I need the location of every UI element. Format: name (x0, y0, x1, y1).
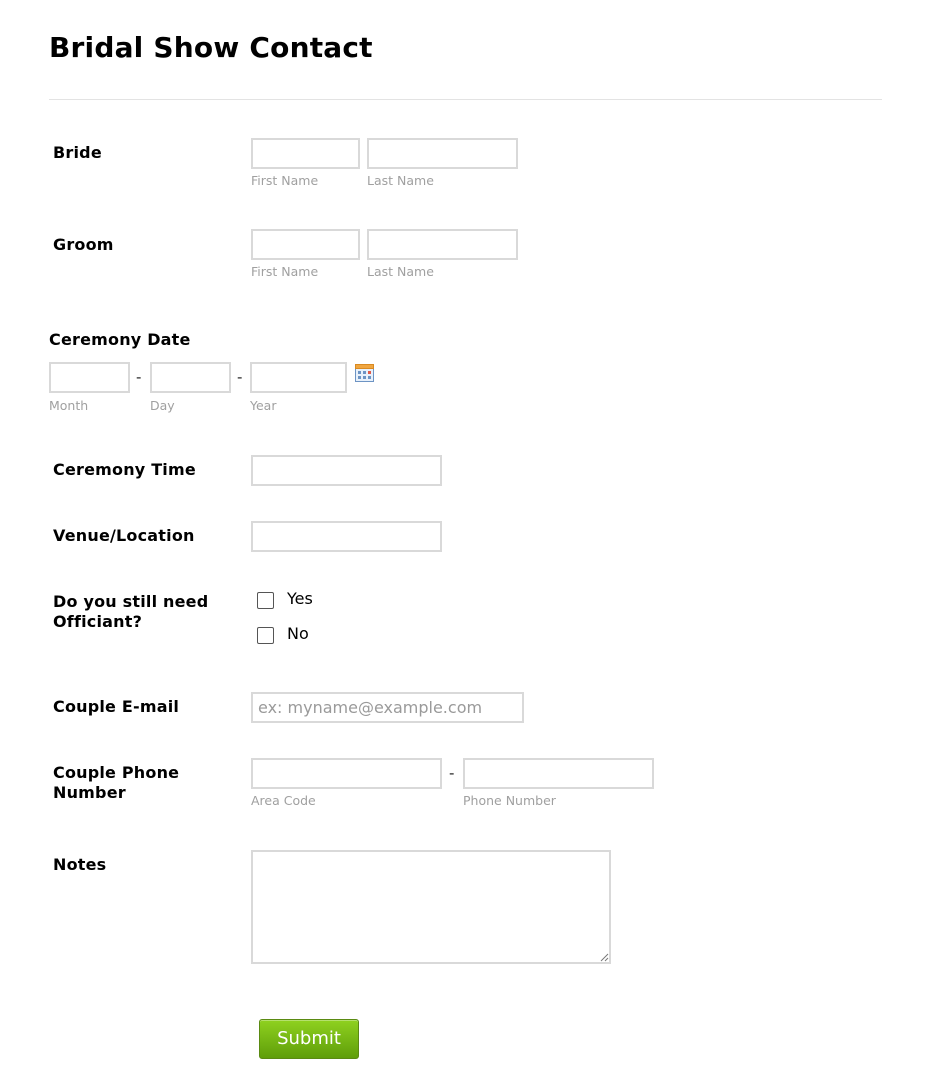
notes-textarea[interactable] (251, 850, 611, 964)
venue-label: Venue/Location (53, 526, 195, 545)
ceremony-date-year-input[interactable] (250, 362, 347, 393)
bride-label: Bride (53, 143, 102, 162)
bride-first-name-sublabel: First Name (251, 173, 319, 188)
ceremony-date-label: Ceremony Date (49, 330, 191, 349)
ceremony-time-input[interactable] (251, 455, 442, 486)
officiant-yes-checkbox[interactable] (257, 592, 274, 609)
bride-first-name-input[interactable] (251, 138, 360, 169)
ceremony-date-day-input[interactable] (150, 362, 231, 393)
notes-container (251, 850, 611, 964)
officiant-yes-label[interactable]: Yes (287, 589, 313, 608)
ceremony-date-day-sublabel: Day (150, 398, 175, 413)
groom-first-name-sublabel: First Name (251, 264, 319, 279)
bride-last-name-sublabel: Last Name (367, 173, 434, 188)
email-label: Couple E-mail (53, 697, 180, 716)
venue-input[interactable] (251, 521, 442, 552)
phone-area-code-sublabel: Area Code (251, 793, 316, 808)
officiant-no-checkbox[interactable] (257, 627, 274, 644)
bride-last-name-input[interactable] (367, 138, 518, 169)
ceremony-date-month-sublabel: Month (49, 398, 89, 413)
officiant-no-label[interactable]: No (287, 624, 309, 643)
title-divider (49, 99, 882, 100)
ceremony-date-month-input[interactable] (49, 362, 130, 393)
groom-label: Groom (53, 235, 114, 254)
ceremony-date-year-sublabel: Year (250, 398, 277, 413)
notes-label: Notes (53, 855, 107, 874)
form-title: Bridal Show Contact (49, 31, 373, 64)
email-input[interactable] (251, 692, 524, 723)
groom-last-name-sublabel: Last Name (367, 264, 434, 279)
phone-area-code-input[interactable] (251, 758, 442, 789)
submit-button[interactable]: Submit (259, 1019, 359, 1059)
calendar-icon[interactable] (355, 364, 374, 382)
phone-separator: - (449, 764, 455, 782)
officiant-question-label: Do you still need Officiant? (53, 592, 209, 631)
date-separator: - (237, 368, 243, 386)
phone-number-sublabel: Phone Number (463, 793, 556, 808)
ceremony-time-label: Ceremony Time (53, 460, 196, 479)
resize-grip-icon[interactable] (599, 952, 609, 962)
phone-number-input[interactable] (463, 758, 654, 789)
groom-first-name-input[interactable] (251, 229, 360, 260)
phone-label: Couple Phone Number (53, 763, 180, 802)
date-separator: - (136, 368, 142, 386)
groom-last-name-input[interactable] (367, 229, 518, 260)
